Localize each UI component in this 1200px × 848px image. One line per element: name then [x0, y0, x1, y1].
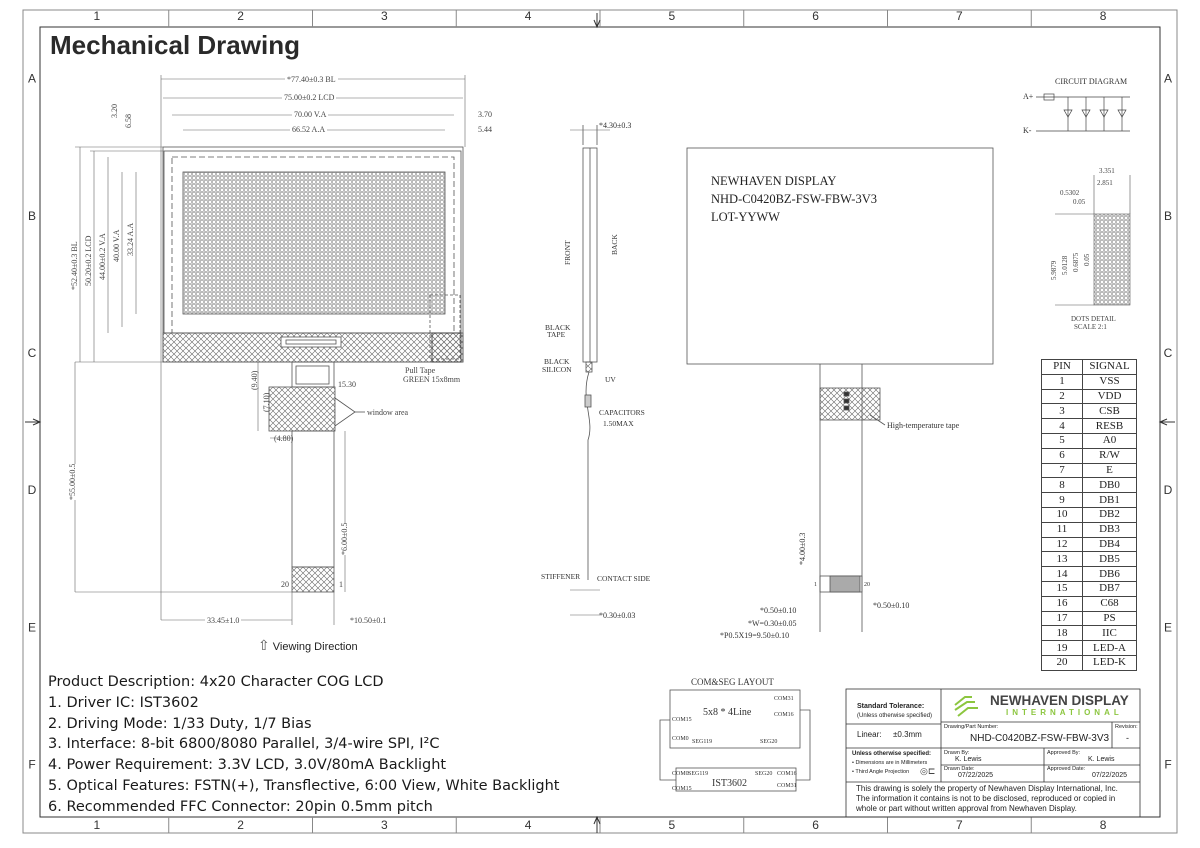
- layout-com31: COM31: [774, 696, 794, 702]
- brand-name: NEWHAVEN DISPLAY: [990, 693, 1129, 708]
- side-front-label: FRONT: [563, 240, 572, 265]
- pin-signal: DB5: [1083, 552, 1137, 567]
- frame-column-label: 1: [93, 9, 101, 23]
- pin-number: 9: [1042, 493, 1083, 508]
- description-line-4: 3. Interface: 8-bit 6800/8080 Parallel, 3/4-wire SPI, I²C: [48, 736, 440, 753]
- note-projection: • Third Angle Projection: [852, 769, 910, 775]
- frame-row-label: C: [27, 345, 37, 360]
- frame-column-label: 3: [381, 818, 388, 832]
- description-line-6: 5. Optical Features: FSTN(+), Transflective, 6:00 View, White Backlight: [48, 777, 560, 794]
- frame-row-label: F: [1164, 757, 1172, 772]
- side-black-tape-2: TAPE: [547, 330, 566, 339]
- side-black-tape-1: BLACK: [545, 323, 571, 332]
- dots-dim-2: 2.851: [1097, 179, 1113, 187]
- back-label-line-2: NHD-C0420BZ-FSW-FBW-3V3: [711, 192, 877, 206]
- layout-com15: COM15: [672, 717, 692, 723]
- layout-com16: COM16: [774, 712, 794, 718]
- pin-table-body: [1042, 374, 1137, 670]
- back-pin-1: 1: [814, 582, 817, 588]
- dots-dim-6: 5.0128: [1061, 255, 1069, 275]
- linear-value: ±0.3mm: [893, 730, 922, 739]
- approved-date-value: 07/22/2025: [1092, 772, 1128, 779]
- frame-column-label: 2: [237, 818, 244, 832]
- approved-date-label: Approved Date:: [1047, 766, 1086, 772]
- side-black-silicon-1: BLACK: [544, 357, 570, 366]
- frame-row-label: B: [27, 208, 37, 223]
- dim-va-height-2: 40.00 V.A: [112, 229, 121, 262]
- side-contact: CONTACT SIDE: [597, 574, 651, 583]
- pin-number: 19: [1042, 641, 1083, 656]
- dots-dim-3: 0.5302: [1060, 189, 1080, 197]
- layout-b-com0: COM0: [672, 771, 689, 777]
- viewing-arrow-icon: ⇧: [258, 637, 270, 653]
- pin-number: 1: [1042, 374, 1083, 389]
- dim-tail-4: (4.80): [274, 434, 294, 443]
- dim-aa-width: 66.52 A.A: [292, 125, 326, 134]
- pin-number: 3: [1042, 404, 1083, 419]
- back-tape-label: High-temperature tape: [887, 421, 960, 430]
- dim-va-width: 70.00 V.A: [294, 110, 327, 119]
- pin-number: 15: [1042, 581, 1083, 596]
- viewing-direction-label: Viewing Direction: [272, 641, 358, 653]
- back-dim-1: *0.50±0.10: [760, 606, 797, 615]
- pin-signal: E: [1083, 463, 1137, 478]
- pin-signal: DB2: [1083, 507, 1137, 522]
- side-uv: UV: [605, 375, 616, 384]
- pin-row: [1042, 522, 1137, 537]
- frame-column-label: 7: [956, 818, 963, 832]
- pin-signal: LED-K: [1083, 655, 1137, 670]
- pull-tape-label: Pull Tape: [405, 366, 436, 375]
- pin-number: 10: [1042, 507, 1083, 522]
- circuit-cathode: K-: [1023, 126, 1032, 135]
- pin-row: [1042, 552, 1137, 567]
- layout-b-com15: COM15: [672, 786, 692, 792]
- dim-total-height: *55.00±0.5: [68, 463, 77, 500]
- layout-title: COM&SEG LAYOUT: [691, 677, 774, 687]
- pin-number: 5: [1042, 433, 1083, 448]
- back-label-line-3: LOT-YYWW: [711, 210, 780, 224]
- dim-lcd-height: 50.20±0.2 LCD: [84, 235, 93, 286]
- pin-signal: C68: [1083, 596, 1137, 611]
- dim-lcd-width: 75.00±0.2 LCD: [284, 93, 335, 102]
- com-seg-layout: [660, 690, 810, 791]
- pin-row: [1042, 655, 1137, 670]
- frame-column-label: 7: [956, 9, 963, 23]
- side-cap-max: 1.50MAX: [603, 419, 634, 428]
- description-line-2: 1. Driver IC: IST3602: [48, 694, 199, 711]
- dim-fpc-length: *6.00±0.5: [340, 522, 349, 555]
- dim-right-1: 3.70: [478, 110, 492, 119]
- pin-number: 4: [1042, 419, 1083, 434]
- product-description: [48, 672, 559, 818]
- part-number: NHD-C0420BZ-FSW-FBW-3V3: [970, 733, 1110, 744]
- dots-title: DOTS DETAIL: [1071, 315, 1116, 323]
- brand-logo-mark: [955, 697, 978, 716]
- pin-row: [1042, 611, 1137, 626]
- layout-b-seg20: SEG20: [755, 771, 773, 777]
- dots-dim-1: 3.351: [1099, 167, 1115, 175]
- dots-detail: [1055, 175, 1130, 305]
- pin-row: [1042, 507, 1137, 522]
- layout-seg119: SEG119: [692, 739, 713, 745]
- pull-tape-color: GREEN 15x8mm: [403, 375, 461, 384]
- circuit-title: CIRCUIT DIAGRAM: [1055, 77, 1128, 86]
- drawn-by-value: K. Lewis: [955, 756, 982, 763]
- page-title: Mechanical Drawing: [50, 30, 300, 60]
- layout-format: 5x8 * 4Line: [703, 707, 752, 718]
- disclaimer-line-3: whole or part without written approval from Newhaven Display.: [856, 804, 1077, 813]
- pin-header: PIN: [1042, 360, 1083, 375]
- dim-aa-height: 33.24 A.A: [126, 222, 135, 256]
- dots-dim-8: 0.05: [1083, 253, 1091, 266]
- signal-header: SIGNAL: [1083, 360, 1137, 375]
- dim-bl-height: *52.40±0.3 BL: [70, 241, 79, 290]
- dots-dim-4: 0.05: [1073, 198, 1086, 206]
- revision-value: -: [1126, 733, 1129, 743]
- layout-b-com16: COM16: [777, 771, 797, 777]
- pin-row: [1042, 537, 1137, 552]
- frame-column-label: 6: [812, 818, 819, 832]
- dim-tail-2: (7.10): [262, 392, 271, 412]
- dim-tail-1: (9.40): [250, 370, 259, 390]
- pin-row: [1042, 567, 1137, 582]
- dim-va-height: 44.00±0.2 V.A: [98, 233, 107, 280]
- frame-column-label: 6: [812, 9, 819, 23]
- pin-signal: DB6: [1083, 567, 1137, 582]
- circuit-anode: A+: [1023, 92, 1034, 101]
- dim-top-1: 3.20: [110, 104, 119, 118]
- pin-row: [1042, 493, 1137, 508]
- side-stiffener: STIFFENER: [541, 572, 581, 581]
- pin-number: 12: [1042, 537, 1083, 552]
- frame-column-label: 2: [237, 9, 244, 23]
- pin-row: [1042, 581, 1137, 596]
- side-capacitors: CAPACITORS: [599, 408, 645, 417]
- dim-tail-3: 15.30: [338, 380, 356, 389]
- pin-row: [1042, 448, 1137, 463]
- pin-number: 20: [1042, 655, 1083, 670]
- frame-row-label: A: [1163, 71, 1173, 86]
- pin-table: [1041, 359, 1137, 671]
- pin-row: [1042, 463, 1137, 478]
- frame-row-label: C: [1163, 345, 1173, 360]
- pin-signal: DB0: [1083, 478, 1137, 493]
- frame-row-label: D: [27, 483, 37, 498]
- center-mark-right: [1160, 419, 1175, 425]
- approved-by-label: Approved By:: [1047, 750, 1081, 756]
- pin-signal: A0: [1083, 433, 1137, 448]
- dim-top-2: 6.58: [124, 114, 133, 128]
- pin-row: [1042, 404, 1137, 419]
- dim-fpc-offset: 33.45±1.0: [207, 616, 240, 625]
- dim-bl-width: *77.40±0.3 BL: [287, 75, 336, 84]
- pin-signal: PS: [1083, 611, 1137, 626]
- pin-signal: VDD: [1083, 389, 1137, 404]
- dim-fpc-width: *10.50±0.1: [350, 616, 387, 625]
- description-line-7: 6. Recommended FFC Connector: 20pin 0.5mm pitch: [48, 798, 433, 815]
- center-mark-top: [594, 13, 600, 27]
- pin-signal: CSB: [1083, 404, 1137, 419]
- frame-column-label: 8: [1099, 818, 1107, 832]
- frame-row-label: E: [27, 620, 37, 635]
- frame-column-label: 3: [381, 9, 388, 23]
- pin-number: 11: [1042, 522, 1083, 537]
- frame-row-label: A: [27, 71, 37, 86]
- dots-dim-5: 5.9879: [1050, 260, 1058, 280]
- pin-row: [1042, 596, 1137, 611]
- disclaimer-line-1: This drawing is solely the property of Newhaven Display International, Inc.: [856, 784, 1118, 793]
- fpc-pin-1: 1: [339, 580, 343, 589]
- frame-column-label: 1: [93, 818, 101, 832]
- back-fpc-length: *4.00±0.3: [798, 532, 807, 565]
- pin-number: 16: [1042, 596, 1083, 611]
- back-label-line-1: NEWHAVEN DISPLAY: [711, 174, 837, 188]
- pin-number: 17: [1042, 611, 1083, 626]
- center-mark-bottom: [594, 817, 600, 833]
- drawn-date-value: 07/22/2025: [958, 772, 994, 779]
- layout-b-seg119: SEG119: [688, 771, 709, 777]
- layout-com0: COM0: [672, 736, 689, 742]
- dots-scale: SCALE 2:1: [1074, 323, 1107, 331]
- pin-signal: LED-A: [1083, 641, 1137, 656]
- description-line-5: 4. Power Requirement: 3.3V LCD, 3.0V/80mA Backlight: [48, 757, 447, 774]
- description-line-3: 2. Driving Mode: 1/33 Duty, 1/7 Bias: [48, 715, 312, 732]
- pin-row: [1042, 419, 1137, 434]
- side-thickness: *4.30±0.3: [599, 121, 632, 130]
- frame-column-label: 4: [524, 818, 532, 832]
- front-view: [163, 147, 463, 592]
- layout-ic: IST3602: [712, 778, 747, 789]
- viewing-direction: [258, 637, 358, 654]
- pin-row: [1042, 626, 1137, 641]
- pin-row: [1042, 641, 1137, 656]
- pin-number: 2: [1042, 389, 1083, 404]
- back-dim-3: *P0.5X19=9.50±0.10: [720, 631, 790, 640]
- frame-column-label: 5: [668, 818, 676, 832]
- dots-dim-7: 0.6875: [1072, 252, 1080, 272]
- unless-label: Unless otherwise specified:: [852, 751, 932, 757]
- pin-number: 14: [1042, 567, 1083, 582]
- pin-signal: DB3: [1083, 522, 1137, 537]
- tolerance-title: Standard Tolerance:: [857, 703, 925, 710]
- back-dim-4: *0.50±0.10: [873, 601, 910, 610]
- pin-row: [1042, 374, 1137, 389]
- side-view: [570, 125, 610, 615]
- pin-signal: DB1: [1083, 493, 1137, 508]
- pin-signal: IIC: [1083, 626, 1137, 641]
- linear-label: Linear:: [857, 730, 882, 739]
- pin-row: [1042, 478, 1137, 493]
- frame-row-label: F: [28, 757, 36, 772]
- back-pin-20: 20: [864, 582, 870, 588]
- tolerance-sub: (Unless otherwise specified): [857, 713, 933, 719]
- approved-by-value: K. Lewis: [1088, 756, 1115, 763]
- fpc-pin-20: 20: [281, 580, 289, 589]
- drawn-by-label: Drawn By:: [944, 750, 970, 756]
- projection-icon: ◎⊏: [920, 766, 936, 776]
- pin-number: 6: [1042, 448, 1083, 463]
- pin-signal: RESB: [1083, 419, 1137, 434]
- window-area-label: window area: [367, 408, 409, 417]
- pin-signal: R/W: [1083, 448, 1137, 463]
- frame-column-label: 4: [524, 9, 532, 23]
- pin-number: 13: [1042, 552, 1083, 567]
- pin-row: [1042, 433, 1137, 448]
- note-dimensions: • Dimensions are in Millimeters: [852, 760, 928, 766]
- disclaimer-line-2: The information it contains is not to be disclosed, reproduced or copied in: [856, 794, 1116, 803]
- pin-signal: VSS: [1083, 374, 1137, 389]
- side-fpc-thickness: *0.30±0.03: [599, 611, 636, 620]
- pin-number: 18: [1042, 626, 1083, 641]
- drawn-date-label: Drawn Date:: [944, 766, 975, 772]
- dim-right-2: 5.44: [478, 125, 492, 134]
- frame-row-label: D: [1163, 483, 1173, 498]
- frame-column-label: 8: [1099, 9, 1107, 23]
- layout-b-com31: COM31: [777, 783, 797, 789]
- description-line-1: Product Description: 4x20 Character COG LCD: [48, 674, 384, 690]
- title-block-lines: [846, 689, 1140, 817]
- revision-label: Revision:: [1115, 724, 1138, 730]
- pin-signal: DB7: [1083, 581, 1137, 596]
- frame-column-label: 5: [668, 9, 676, 23]
- side-back-label: BACK: [610, 234, 619, 255]
- part-label: Drawing/Part Number:: [944, 724, 999, 730]
- layout-seg20: SEG20: [760, 739, 778, 745]
- center-mark-left: [25, 419, 40, 425]
- frame-row-label: E: [1163, 620, 1173, 635]
- back-dim-2: *W=0.30±0.05: [748, 619, 797, 628]
- circuit-diagram: [1036, 94, 1130, 131]
- pin-row: [1042, 389, 1137, 404]
- pin-number: 8: [1042, 478, 1083, 493]
- frame-row-label: B: [1163, 208, 1173, 223]
- pin-signal: DB4: [1083, 537, 1137, 552]
- side-black-silicon-2: SILICON: [542, 365, 572, 374]
- brand-subtitle: INTERNATIONAL: [1006, 708, 1123, 717]
- pin-number: 7: [1042, 463, 1083, 478]
